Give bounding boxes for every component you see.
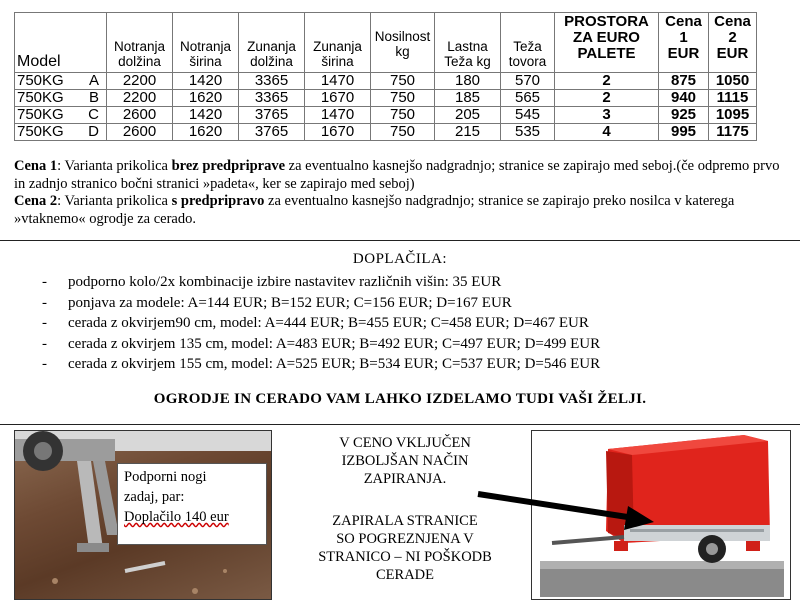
cell-inner-width: 1420 [173, 73, 239, 90]
header-model: Model [15, 13, 107, 73]
cell-pallets: 2 [555, 90, 659, 107]
cell-model: 750KG B [15, 90, 107, 107]
closing-included-text: V CENO VKLJUČEN IZBOLJŠAN NAČIN ZAPIRANJA. [339, 435, 471, 487]
note-cena1-label: Cena 1 [14, 158, 58, 174]
cell-pallets: 2 [555, 73, 659, 90]
header-pallet-space: PROSTORA ZA EURO PALETE [555, 13, 659, 73]
cell-outer-length: 3365 [239, 90, 305, 107]
cell-outer-width: 1670 [305, 90, 371, 107]
header-own-weight: Lastna Teža kg [435, 13, 501, 73]
cell-outer-length: 3365 [239, 73, 305, 90]
cell-price1: 995 [659, 124, 709, 141]
cell-model: 750KG A [15, 73, 107, 90]
support-legs-photo [14, 430, 272, 600]
list-item: - cerada z okvirjem 135 cm, model: A=483 EUR; B=492 EUR; C=497 EUR; D=499 EUR [42, 335, 601, 352]
extras-section [0, 243, 800, 423]
header-inner-width: Notranja širina [173, 13, 239, 73]
table-row [15, 107, 757, 124]
cell-pallets: 3 [555, 107, 659, 124]
note-cena2: Cena 2: Varianta prikolica s predpripravo za eventualno kasnejšo nadgradnjo; stranice se zapirajo preko nosilca v katerega »vtaknemo« ogrodje za cerado. [14, 193, 735, 227]
trailer-photo [531, 430, 791, 600]
table-header-row [15, 13, 757, 73]
cell-load-weight: 545 [501, 107, 555, 124]
spec-table [14, 12, 757, 141]
extras-footer: OGRODJE IN CERADO VAM LAHKO IZDELAMO TUDI VAŠI ŽELJI. [153, 390, 647, 407]
cell-load-weight: 570 [501, 73, 555, 90]
cell-inner-width: 1620 [173, 90, 239, 107]
table-row [15, 124, 757, 141]
note-cena2-bold: s predpripravo [171, 193, 265, 209]
header-price1: Cena 1 EUR [659, 13, 709, 73]
cell-model: 750KG D [15, 124, 107, 141]
header-load-weight: Teža tovora [501, 13, 555, 73]
cell-load-weight: 535 [501, 124, 555, 141]
cell-load-weight: 565 [501, 90, 555, 107]
cell-capacity: 750 [371, 73, 435, 90]
header-price2: Cena 2 EUR [709, 13, 757, 73]
list-item: - ponjava za modele: A=144 EUR; B=152 EUR; C=156 EUR; D=167 EUR [42, 294, 512, 311]
cell-capacity: 750 [371, 124, 435, 141]
divider-top [0, 240, 800, 241]
table-row [15, 90, 757, 107]
cell-model: 750KG C [15, 107, 107, 124]
cell-outer-width: 1670 [305, 124, 371, 141]
cell-capacity: 750 [371, 90, 435, 107]
cell-inner-length: 2600 [107, 107, 173, 124]
cell-price1: 925 [659, 107, 709, 124]
cell-capacity: 750 [371, 107, 435, 124]
header-capacity: Nosilnost kg [371, 13, 435, 73]
cell-own-weight: 215 [435, 124, 501, 141]
cell-outer-width: 1470 [305, 73, 371, 90]
cell-price2: 1095 [709, 107, 757, 124]
cell-price1: 940 [659, 90, 709, 107]
cell-outer-length: 3765 [239, 107, 305, 124]
cell-inner-width: 1420 [173, 107, 239, 124]
cell-inner-length: 2200 [107, 90, 173, 107]
cell-outer-length: 3765 [239, 124, 305, 141]
extras-title: DOPLAČILA: [352, 251, 448, 267]
cell-inner-length: 2600 [107, 124, 173, 141]
trailer-image [532, 431, 791, 600]
cell-own-weight: 205 [435, 107, 501, 124]
cell-price2: 1050 [709, 73, 757, 90]
cell-own-weight: 180 [435, 73, 501, 90]
list-item: - cerada z okvirjem90 cm, model: A=444 EUR; B=455 EUR; C=458 EUR; D=467 EUR [42, 315, 589, 331]
closing-info [290, 430, 520, 600]
cell-price2: 1115 [709, 90, 757, 107]
list-item: - cerada z okvirjem 155 cm, model: A=525 EUR; B=534 EUR; C=537 EUR; D=546 EUR [42, 356, 601, 372]
support-legs-caption: Podporni nogi zadaj, par: Doplačilo 140 eur [117, 463, 267, 545]
note-cena1: Cena 1: Varianta prikolica brez predpriprave za eventualno kasnejšo nadgradnjo; stranice se zapirajo med seboj.(če odpremo prvo in zadnjo stranico bočni stranici »padeta«, ker se zapirajo med seboj) [14, 158, 780, 192]
price-notes [14, 158, 784, 228]
header-outer-length: Zunanja dolžina [239, 13, 305, 73]
cell-outer-width: 1470 [305, 107, 371, 124]
cell-inner-width: 1620 [173, 124, 239, 141]
note-cena1-bold: brez predpriprave [171, 158, 286, 174]
cell-price2: 1175 [709, 124, 757, 141]
divider-bottom [0, 424, 800, 425]
header-outer-width: Zunanja širina [305, 13, 371, 73]
cell-pallets: 4 [555, 124, 659, 141]
table-row [15, 73, 757, 90]
sunken-sides-text: ZAPIRALA STRANICE SO POGREZNJENA V STRANICO – NI POŠKODB CERADE [318, 513, 492, 583]
cell-inner-length: 2200 [107, 73, 173, 90]
note-cena2-label: Cena 2 [14, 193, 58, 209]
header-inner-length: Notranja dolžina [107, 13, 173, 73]
extras-list [0, 272, 800, 375]
cell-own-weight: 185 [435, 90, 501, 107]
cell-price1: 875 [659, 73, 709, 90]
list-item: - podporno kolo/2x kombinacije izbire nastavitev različnih višin: 35 EUR [42, 274, 502, 290]
